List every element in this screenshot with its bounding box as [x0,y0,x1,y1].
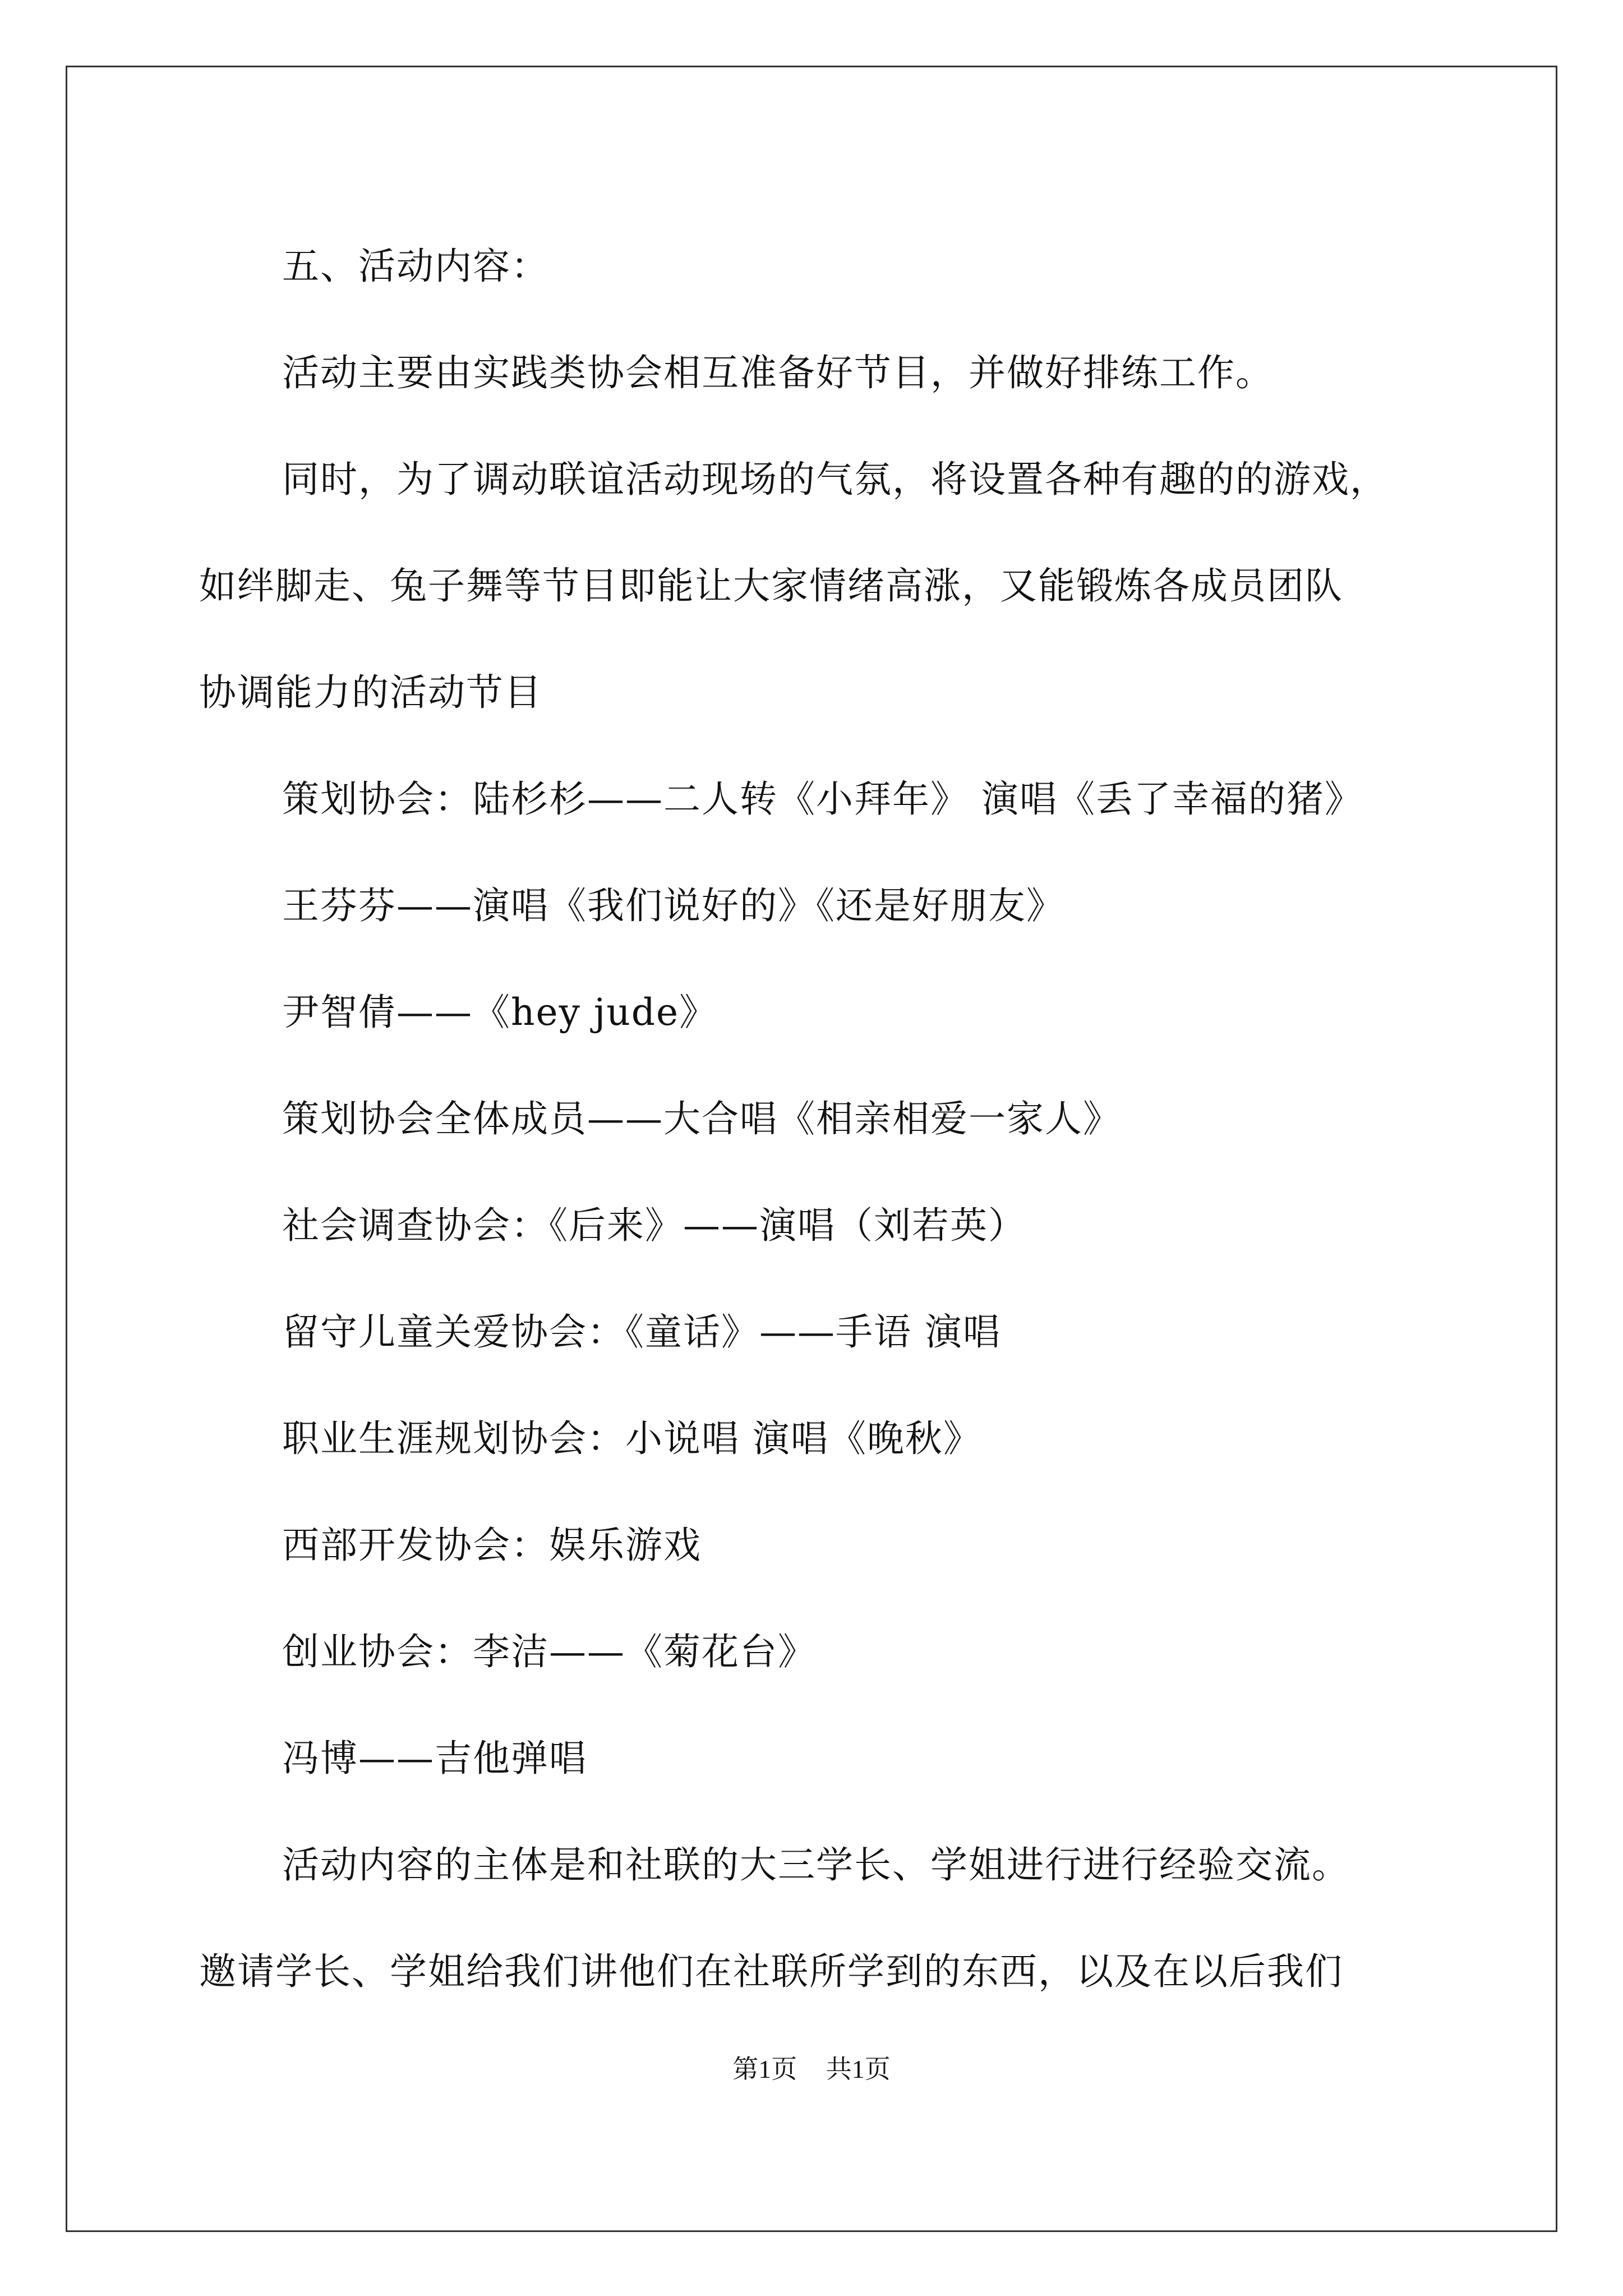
paragraph: 同时，为了调动联谊活动现场的气氛，将设置各种有趣的的游戏， [282,458,1388,501]
program-item: 西部开发协会：娱乐游戏 [282,1524,702,1567]
section-heading: 五、活动内容： [282,245,549,288]
page-footer [0,2049,1623,2086]
paragraph-continuation: 如绊脚走、兔子舞等节目即能让大家情绪高涨，又能锻炼各成员团队 [199,564,1343,608]
program-item: 王芬芬——演唱《我们说好的》《还是好朋友》 [282,884,1064,927]
program-item: 策划协会：陆杉杉——二人转《小拜年》 演唱《丢了幸福的猪》 [282,777,1363,821]
paragraph-continuation: 邀请学长、学姐给我们讲他们在社联所学到的东西，以及在以后我们 [199,1950,1343,1993]
program-item: 职业生涯规划协会：小说唱 演唱《晚秋》 [282,1417,981,1460]
page-number: 第1页 [732,2055,797,2083]
paragraph: 活动内容的主体是和社联的大三学长、学姐进行进行经验交流。 [282,1843,1350,1887]
page-total: 共1页 [826,2055,891,2083]
paragraph-continuation: 协调能力的活动节目 [199,671,542,714]
program-item: 冯博——吉他弹唱 [282,1737,587,1780]
program-item: 策划协会全体成员——大合唱《相亲相爱一家人》 [282,1097,1121,1140]
program-item: 留守儿童关爱协会：《童话》——手语 演唱 [282,1310,1001,1354]
program-item: 社会调查协会：《后来》——演唱（刘若英） [282,1204,1026,1247]
paragraph: 活动主要由实践类协会相互准备好节目，并做好排练工作。 [282,351,1274,394]
program-item: 尹智倩——《hey jude》 [282,991,718,1034]
document-body [199,213,1419,2025]
program-item: 创业协会：李洁——《菊花台》 [282,1630,816,1673]
